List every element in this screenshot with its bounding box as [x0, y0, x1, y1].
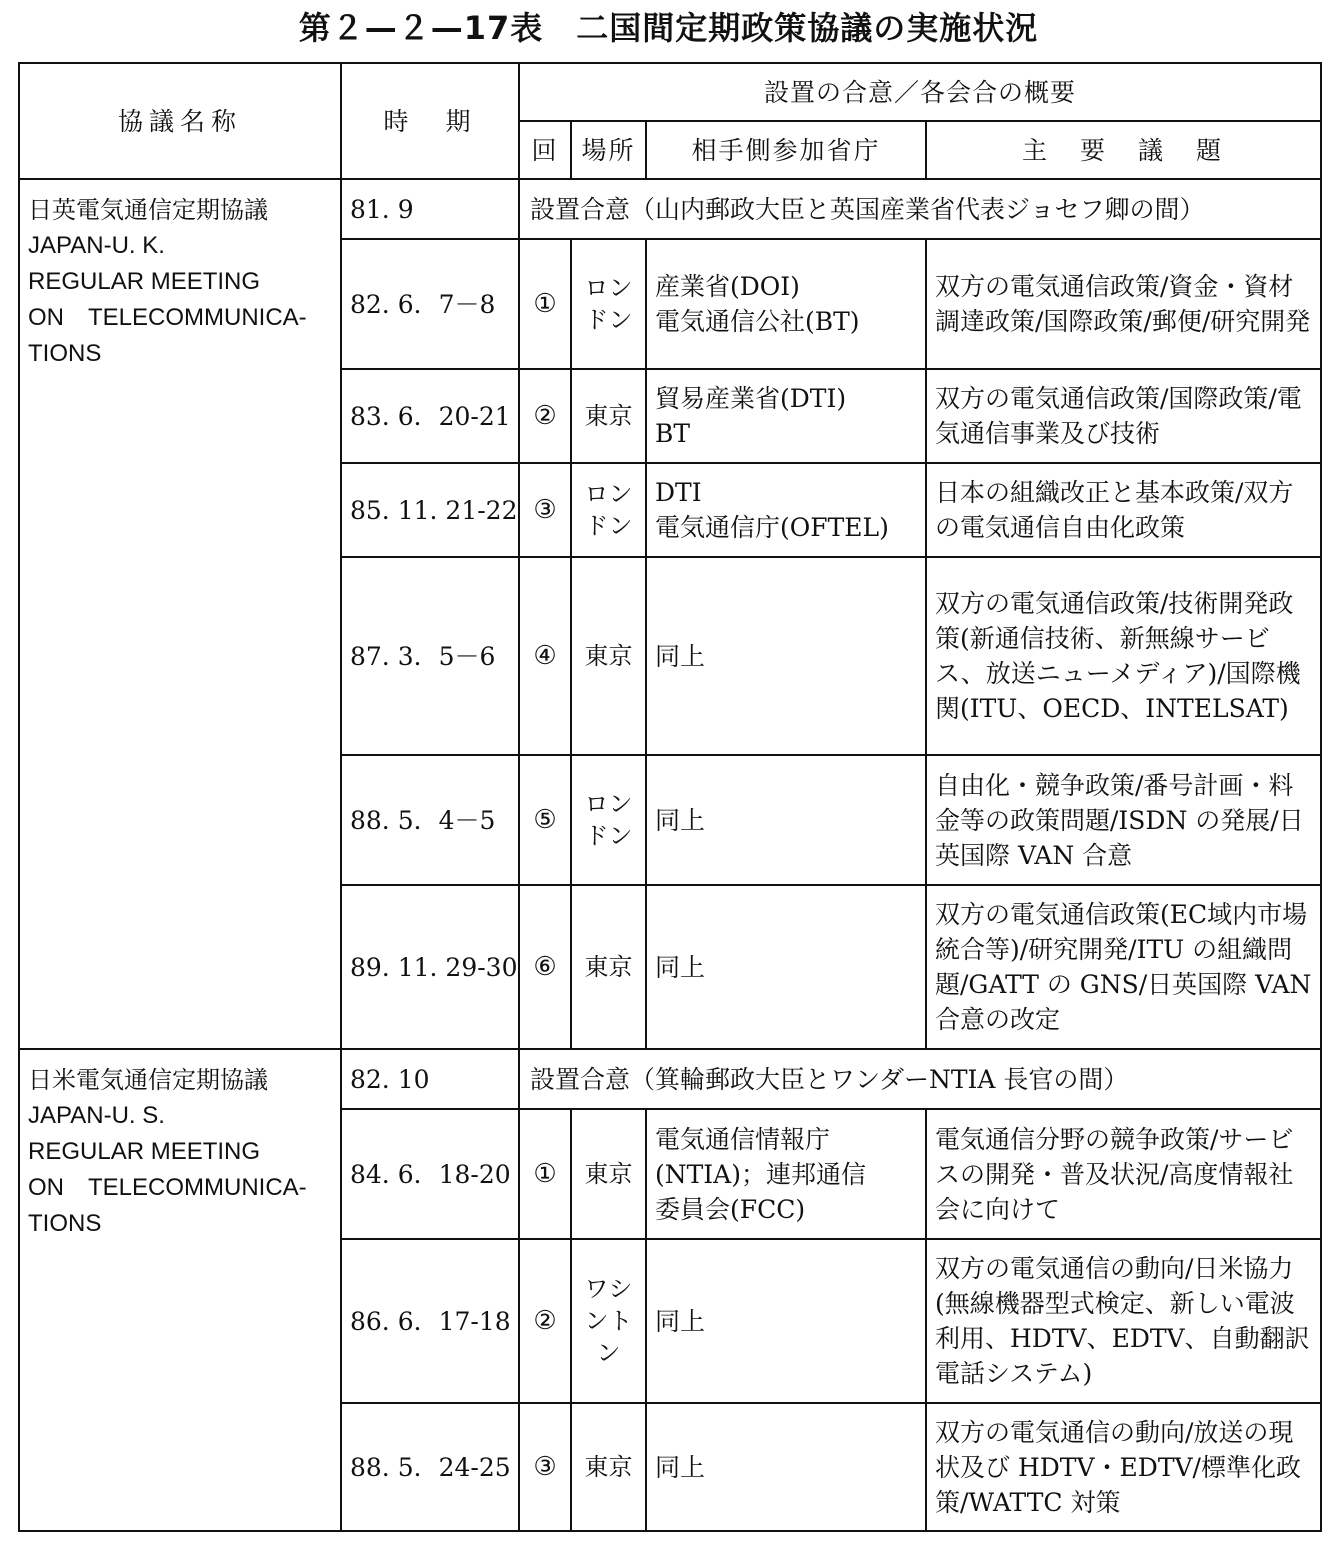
consultation-name-us: [19, 1049, 341, 1531]
meeting-agenda: 双方の電気通信政策/資金・資材調達政策/国際政策/郵便/研究開発: [926, 239, 1321, 369]
meeting-place: 東京: [571, 369, 646, 463]
meeting-place: 東京: [571, 885, 646, 1049]
meeting-agenda: 双方の電気通信政策/国際政策/電気通信事業及び技術: [926, 369, 1321, 463]
meeting-period: 83. 6．20-21: [341, 369, 519, 463]
meeting-place: ロン ドン: [571, 239, 646, 369]
meeting-period: 84. 6．18-20: [341, 1109, 519, 1239]
table-row: [19, 1049, 1321, 1109]
meeting-period: 87. 3．5－6: [341, 557, 519, 755]
meeting-place: 東京: [571, 1403, 646, 1531]
meeting-number: ②: [519, 369, 571, 463]
meeting-place: ロン ドン: [571, 463, 646, 557]
name-en-line: JAPAN-U. S.: [28, 1102, 165, 1129]
name-en-line: ON TELECOMMUNICA-: [28, 304, 307, 331]
header-overview: 設置の合意／各会合の概要: [519, 63, 1321, 121]
meeting-agency: DTI 電気通信庁(OFTEL): [646, 463, 926, 557]
meeting-agenda: 日本の組織改正と基本政策/双方の電気通信自由化政策: [926, 463, 1321, 557]
meeting-place: ロン ドン: [571, 755, 646, 885]
meeting-period: 88. 5．24-25: [341, 1403, 519, 1531]
meeting-place: ワシ ント ン: [571, 1239, 646, 1403]
name-jp: 日英電気通信定期協議: [28, 196, 268, 224]
meeting-number: ③: [519, 1403, 571, 1531]
meeting-number: ③: [519, 463, 571, 557]
meeting-agency: 同上: [646, 1403, 926, 1531]
meeting-place: 東京: [571, 1109, 646, 1239]
name-en-line: ON TELECOMMUNICA-: [28, 1174, 307, 1201]
meeting-agenda: 双方の電気通信の動向/日米協力(無線機器型式検定、新しい電波利用、HDTV、EDTV、自動翻訳電話システム): [926, 1239, 1321, 1403]
header-period: 時 期: [341, 63, 519, 179]
meeting-period: 86. 6．17-18: [341, 1239, 519, 1403]
meeting-agency: 同上: [646, 1239, 926, 1403]
table-title: 第２—２—17表 二国間定期政策協議の実施状況: [298, 9, 1039, 47]
table-row: [19, 179, 1321, 239]
header-name: 協議名称: [19, 63, 341, 179]
name-jp: 日米電気通信定期協議: [28, 1066, 268, 1094]
meeting-agency: 貿易産業省(DTI) BT: [646, 369, 926, 463]
meeting-agenda: 電気通信分野の競争政策/サービスの開発・普及状況/高度情報社会に向けて: [926, 1109, 1321, 1239]
meeting-agenda: 双方の電気通信政策/技術開発政策(新通信技術、新無線サービス、放送ニューメディア)/国際機関(ITU、OECD、INTELSAT): [926, 557, 1321, 755]
name-en-line: TIONS: [28, 340, 102, 367]
meeting-agenda: 双方の電気通信政策(EC域内市場統合等)/研究開発/ITU の組織問題/GATT の GNS/日英国際 VAN 合意の改定: [926, 885, 1321, 1049]
meeting-agenda: 自由化・競争政策/番号計画・料金等の政策問題/ISDN の発展/日英国際 VAN 合意: [926, 755, 1321, 885]
name-en-line: REGULAR MEETING: [28, 1138, 261, 1165]
header-place: 場所: [571, 121, 646, 179]
meeting-number: ⑤: [519, 755, 571, 885]
meeting-number: ②: [519, 1239, 571, 1403]
meeting-agency: 産業省(DOI) 電気通信公社(BT): [646, 239, 926, 369]
consultation-name-uk: [19, 179, 341, 1049]
meeting-number: ①: [519, 239, 571, 369]
name-en-line: JAPAN-U. K.: [28, 232, 165, 259]
name-en-line: TIONS: [28, 1210, 102, 1237]
meeting-place: 東京: [571, 557, 646, 755]
meeting-agency: 同上: [646, 885, 926, 1049]
meeting-number: ①: [519, 1109, 571, 1239]
meeting-number: ⑥: [519, 885, 571, 1049]
meeting-agency: 同上: [646, 755, 926, 885]
agreement-period: 81. 9: [341, 179, 519, 239]
meeting-number: ④: [519, 557, 571, 755]
meeting-agency: 電気通信情報庁 (NTIA)；連邦通信 委員会(FCC): [646, 1109, 926, 1239]
meeting-agenda: 双方の電気通信の動向/放送の現状及び HDTV・EDTV/標準化政策/WATTC 対策: [926, 1403, 1321, 1531]
meeting-period: 89. 11. 29-30: [341, 885, 519, 1049]
meeting-period: 82. 6．7－8: [341, 239, 519, 369]
header-agency: 相手側参加省庁: [646, 121, 926, 179]
meeting-agency: 同上: [646, 557, 926, 755]
header-num: 回: [519, 121, 571, 179]
meeting-period: 88. 5．4－5: [341, 755, 519, 885]
agreement-period: 82. 10: [341, 1049, 519, 1109]
agreement-text: 設置合意（山内郵政大臣と英国産業省代表ジョセフ卿の間）: [519, 179, 1321, 239]
meeting-period: 85. 11. 21-22: [341, 463, 519, 557]
header-agenda: 主 要 議 題: [926, 121, 1321, 179]
name-en-line: REGULAR MEETING: [28, 268, 261, 295]
consultation-table: [18, 62, 1322, 1532]
agreement-text: 設置合意（箕輪郵政大臣とワンダーNTIA 長官の間）: [519, 1049, 1321, 1109]
